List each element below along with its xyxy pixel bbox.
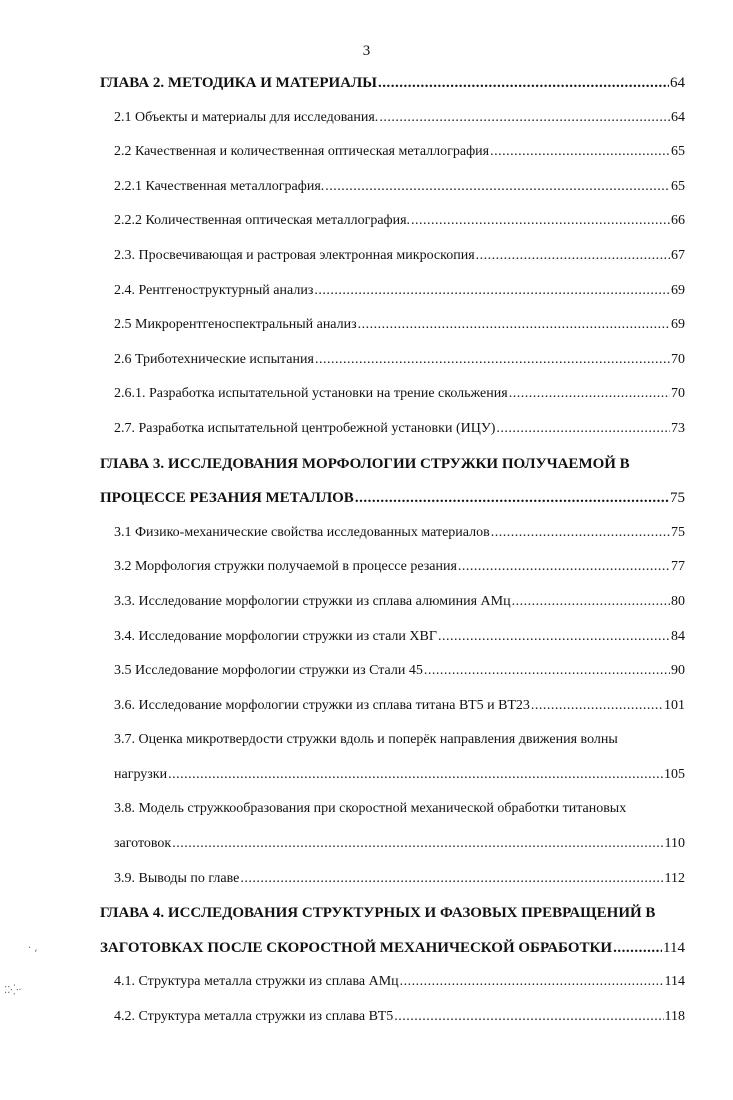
toc-chapter-entry[interactable] <box>100 66 685 101</box>
leader-dots <box>458 550 670 585</box>
leader-dots <box>613 931 662 966</box>
scan-artifact: ⁚⁚⁛· <box>4 985 22 996</box>
leader-dots <box>491 516 670 551</box>
toc-entry-title: 2.6.1. Разработка испытательной установки на трение скольжения <box>114 386 508 402</box>
toc-page-number: 77 <box>671 559 685 575</box>
toc-page-number: 65 <box>671 178 685 194</box>
toc-section-entry[interactable] <box>100 343 685 378</box>
toc-page-number: 114 <box>663 939 685 956</box>
toc-entry-title: 3.2 Морфология стружки получаемой в процессе резания <box>114 559 457 575</box>
toc-page-number: 110 <box>664 836 685 852</box>
toc-entry-title: 3.4. Исследование морфологии стружки из стали ХВГ <box>114 628 437 644</box>
toc-page-number: 112 <box>664 870 685 886</box>
toc-entry-title: 2.5 Микрорентгеноспектральный анализ <box>114 317 357 333</box>
toc-entry-title: 4.1. Структура металла стружки из сплава АМц <box>114 974 399 990</box>
toc-page-number: 80 <box>671 593 685 609</box>
toc-section-entry[interactable] <box>100 274 685 309</box>
toc-entry-title-line: 3.7. Оценка микротвердости стружки вдоль и поперёк направления движения волны <box>114 732 618 748</box>
table-of-contents <box>100 66 685 1035</box>
toc-page-number: 70 <box>671 386 685 402</box>
toc-section-entry[interactable] <box>100 204 685 239</box>
leader-dots <box>355 481 669 516</box>
toc-page-number: 75 <box>670 490 685 507</box>
toc-section-entry[interactable] <box>100 585 685 620</box>
toc-section-entry[interactable] <box>100 550 685 585</box>
toc-section-entry[interactable] <box>100 412 685 447</box>
toc-section-entry[interactable] <box>100 792 685 861</box>
toc-page-number: 69 <box>671 317 685 333</box>
toc-entry-title-line: ГЛАВА 3. ИССЛЕДОВАНИЯ МОРФОЛОГИИ СТРУЖКИ ПОЛУЧАЕМОЙ В <box>100 455 630 472</box>
toc-entry-title: 2.3. Просвечивающая и растровая электронная микроскопия <box>114 247 475 263</box>
toc-page-number: 101 <box>664 697 685 713</box>
toc-page-number: 105 <box>664 766 685 782</box>
toc-section-entry[interactable] <box>100 239 685 274</box>
toc-section-entry[interactable] <box>100 723 685 792</box>
toc-entry-title: 2.7. Разработка испытательной центробежной установки (ИЦУ) <box>114 420 496 436</box>
toc-chapter-entry[interactable] <box>100 896 685 965</box>
toc-entry-title: 2.1 Объекты и материалы для исследования. <box>114 109 379 125</box>
toc-section-entry[interactable] <box>100 170 685 205</box>
toc-page-number: 66 <box>671 213 685 229</box>
toc-entry-title: 3.1 Физико-механические свойства исследованных материалов <box>114 524 490 540</box>
toc-entry-title: ПРОЦЕССЕ РЕЗАНИЯ МЕТАЛЛОВ <box>100 490 354 507</box>
toc-entry-title: 2.2.1 Качественная металлография. <box>114 178 325 194</box>
leader-dots <box>496 412 670 447</box>
toc-section-entry[interactable] <box>100 654 685 689</box>
toc-entry-title-line: 3.8. Модель стружкообразования при скоростной механической обработки титановых <box>114 801 627 817</box>
toc-page-number: 75 <box>671 524 685 540</box>
toc-entry-title: 3.9. Выводы по главе <box>114 870 240 886</box>
leader-dots <box>490 135 670 170</box>
toc-section-entry[interactable] <box>100 308 685 343</box>
leader-dots <box>325 170 670 205</box>
toc-page-number: 64 <box>670 75 685 91</box>
toc-entry-title: ЗАГОТОВКАХ ПОСЛЕ СКОРОСТНОЙ МЕХАНИЧЕСКОЙ ОБРАБОТКИ <box>100 939 613 956</box>
toc-page-number: 118 <box>664 1009 685 1025</box>
toc-page-number: 65 <box>671 144 685 160</box>
leader-dots <box>315 343 670 378</box>
page-number: 3 <box>362 43 371 59</box>
toc-entry-title: 2.2 Качественная и количественная оптическая металлография <box>114 144 490 160</box>
toc-entry-title: 2.6 Триботехнические испытания <box>114 351 314 367</box>
leader-dots <box>314 274 670 309</box>
toc-entry-title: заготовок <box>114 836 172 852</box>
toc-section-entry[interactable] <box>100 516 685 551</box>
toc-page-number: 69 <box>671 282 685 298</box>
leader-dots <box>509 377 670 412</box>
toc-section-entry[interactable] <box>100 135 685 170</box>
toc-entry-title: 2.4. Рентгеноструктурный анализ <box>114 282 314 298</box>
toc-entry-title: 3.3. Исследование морфологии стружки из сплава алюминия АМц <box>114 593 511 609</box>
leader-dots <box>394 1000 663 1035</box>
leader-dots <box>378 66 669 101</box>
toc-page-number: 67 <box>671 247 685 263</box>
toc-section-entry[interactable] <box>100 1000 685 1035</box>
toc-page-number: 90 <box>671 663 685 679</box>
leader-dots <box>531 689 663 724</box>
leader-dots <box>424 654 670 689</box>
leader-dots <box>438 620 670 655</box>
toc-entry-title: ГЛАВА 2. МЕТОДИКА И МАТЕРИАЛЫ <box>100 75 377 91</box>
toc-section-entry[interactable] <box>100 620 685 655</box>
toc-page-number: 84 <box>671 628 685 644</box>
toc-entry-title: 2.2.2 Количественная оптическая металлография. <box>114 213 411 229</box>
toc-section-entry[interactable] <box>100 101 685 136</box>
leader-dots <box>240 862 663 897</box>
toc-section-entry[interactable] <box>100 689 685 724</box>
toc-entry-title: 3.6. Исследование морфологии стружки из сплава титана ВТ5 и ВТ23 <box>114 697 530 713</box>
leader-dots <box>379 101 670 136</box>
toc-entry-title-line: ГЛАВА 4. ИССЛЕДОВАНИЯ СТРУКТУРНЫХ И ФАЗОВЫХ ПРЕВРАЩЕНИЙ В <box>100 905 656 922</box>
scan-artifact: · , <box>28 943 38 954</box>
toc-entry-title: нагрузки <box>114 766 168 782</box>
toc-entry-title: 4.2. Структура металла стружки из сплава ВТ5 <box>114 1009 394 1025</box>
leader-dots <box>172 827 663 862</box>
toc-section-entry[interactable] <box>100 377 685 412</box>
toc-page-number: 73 <box>671 420 685 436</box>
toc-page-number: 64 <box>671 109 685 125</box>
leader-dots <box>358 308 670 343</box>
toc-section-entry[interactable] <box>100 862 685 897</box>
leader-dots <box>400 965 664 1000</box>
toc-page-number: 70 <box>671 351 685 367</box>
leader-dots <box>168 758 663 793</box>
toc-chapter-entry[interactable] <box>100 447 685 516</box>
toc-section-entry[interactable] <box>100 965 685 1000</box>
toc-entry-title: 3.5 Исследование морфологии стружки из Стали 45 <box>114 663 423 679</box>
toc-page-number: 114 <box>664 974 685 990</box>
leader-dots <box>512 585 670 620</box>
leader-dots <box>411 204 670 239</box>
leader-dots <box>476 239 670 274</box>
